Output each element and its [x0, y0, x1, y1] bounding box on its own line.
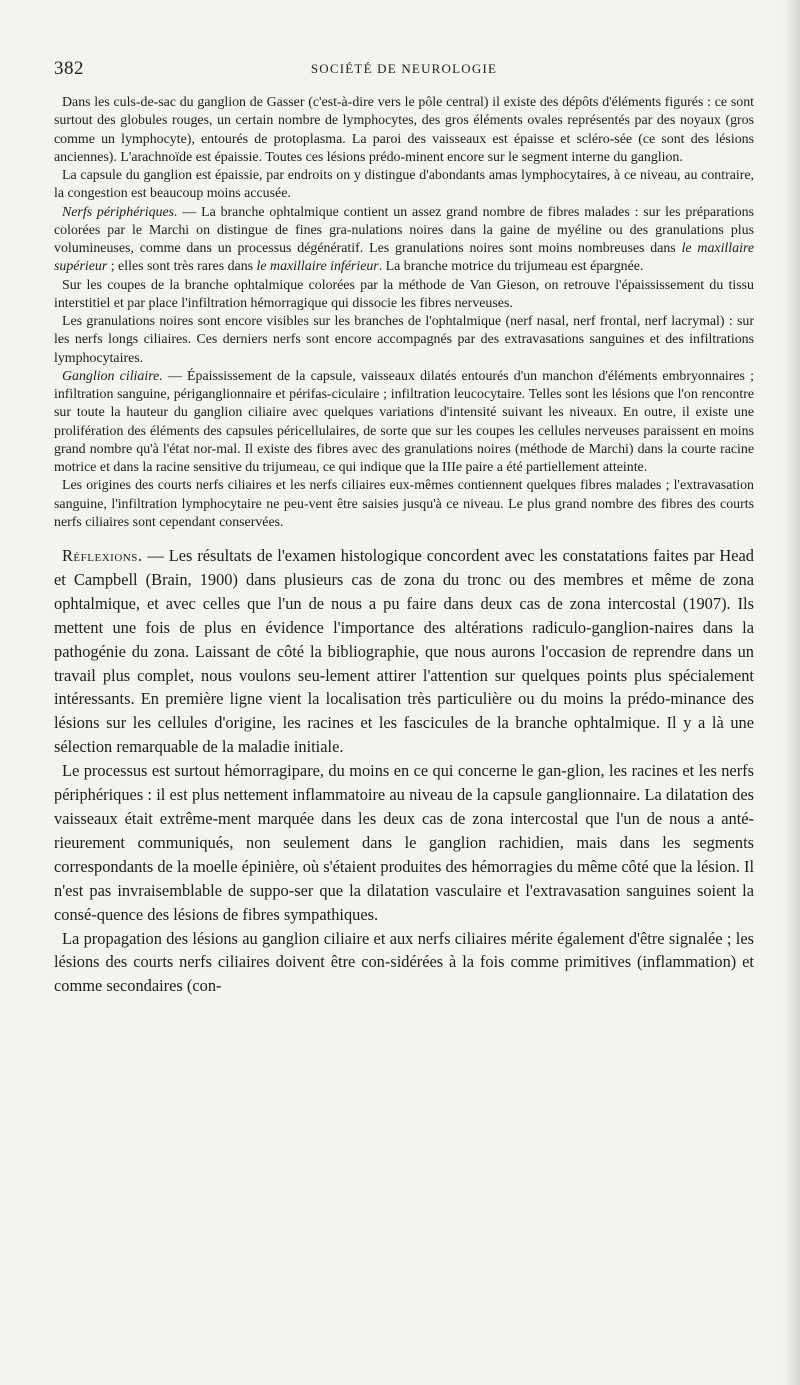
page — [54, 58, 754, 998]
page-edge-shadow — [782, 0, 800, 1385]
paragraph-peripheral-nerves: Nerfs périphériques. — La branche ophtalmique contient un assez grand nombre de fibres malades : sur les préparations colorées par le Marchi on distingue de fines gra-nulations noires dans la gaine de myéline ou des granulations plus volumineuses, comme dans un processus dégénératif. Les granulations noires sont moins nombreuses dans le maxillaire supérieur ; elles sont très rares dans le maxillaire inférieur. La branche motrice du trijumeau est épargnée. — [54, 204, 755, 275]
section-label-reflections: Réflexions. — [62, 546, 143, 565]
paragraph-propagation: La propagation des lésions au ganglion ciliaire et aux nerfs ciliaires mérite également d'être signalée ; les lésions des courts nerfs ciliaires doivent être con-sidérées à la fois comme primitives (inflammation) et comme secondaires (con- — [54, 928, 754, 996]
running-title: SOCIÉTÉ DE NEUROLOGIE — [310, 61, 498, 76]
section-label-ciliary-ganglion: Ganglion ciliaire. — [62, 368, 163, 384]
reflections-text — [54, 544, 754, 998]
paragraph-van-gieson: Sur les coupes de la branche ophtalmique colorées par la méthode de Van Gieson, on retrouve l'épaississement du tissu interstitiel et par place l'infiltration hémorragique qui dissocie les fibres nerveuses. — [54, 277, 754, 311]
page-header — [54, 58, 754, 80]
paragraph-granulations: Les granulations noires sont encore visibles sur les branches de l'ophtalmique (nerf nasal, nerf frontal, nerf lacrymal) : sur les nerfs longs ciliaires. Ces derniers nerfs sont encore accompagnés par des extravasations sanguines et des infiltrations lymphocytaires. — [54, 314, 754, 366]
case-report-text — [54, 94, 754, 532]
paragraph-gasser-ganglion: Dans les culs-de-sac du ganglion de Gasser (c'est-à-dire vers le pôle central) il existe des dépôts d'éléments figurés : ce sont surtout des globules rouges, un certain nombre de lymphocytes, des gros éléments ovales représentés par des noyaux (gros comme un lymphocyte), entourés de protoplasma. La paroi des vaisseaux est épaisse et scléro-sée (ce sont des lésions anciennes). L'arachnoïde est épaissie. Toutes ces lésions prédo-minent encore sur le segment interne du ganglion. — [54, 95, 754, 165]
section-label-peripheral-nerves: Nerfs périphériques. — [62, 204, 178, 220]
paragraph-hemorrhagic-process: Le processus est surtout hémorragipare, du moins en ce qui concerne le gan-glion, les racines et les nerfs périphériques : il est plus nettement inflammatoire au niveau de la capsule ganglionnaire. La dilatation des vaisseaux était extrême-ment marquée dans les deux cas de zona intercostal que l'un de nous a anté-rieurement communiqués, non seulement dans le ganglion rachidien, mais dans les segments correspondants de la moelle épinière, où s'étaient produites des hémorragies du même côté que la lésion. Il n'est pas invraisemblable de suppo-ser que la dilatation vasculaire et l'extravasation sanguines soient la consé-quence des lésions de fibres sympathiques. — [54, 761, 754, 924]
paragraph-reflections: Réflexions. — Les résultats de l'examen histologique concordent avec les constatations faites par Head et Campbell (Brain, 1900) dans plusieurs cas de zona du tronc ou des membres et même de zona ophtalmique, et avec celles que l'un de nous a pu faire dans deux cas de zona intercostal (1907). Ils mettent une fois de plus en évidence l'importance des altérations radiculo-ganglion-naires dans la pathogénie du zona. Laissant de côté la bibliographie, que nous aurons l'occasion de reprendre dans un travail plus complet, nous voulons seu-lement attirer l'attention sur quelques points plus spécialement intéressants. En première ligne vient la localisation très particulière ou du moins la prédo-minance des lésions sur les cellules d'origine, les racines et les fascicules de la branche ophtalmique. Il y a là une sélection remarquable de la maladie initiale. — [54, 546, 754, 757]
paragraph-ganglion-capsule: La capsule du ganglion est épaissie, par endroits on y distingue d'abondants amas lymphocytaires, à ce niveau, au contraire, la congestion est beaucoup moins accusée. — [54, 168, 754, 202]
page-number: 382 — [54, 58, 84, 79]
paragraph-ciliary-nerves: Les origines des courts nerfs ciliaires et les nerfs ciliaires eux-mêmes contiennent quelques fibres malades ; l'extravasation sanguine, l'infiltration lymphocytaire ne peu-vent être saisies jusqu'à ce niveau. Le plus grand nombre des fibres des courts nerfs ciliaires sont cependant conservées. — [54, 478, 754, 530]
paragraph-ciliary-ganglion: Ganglion ciliaire. — Épaississement de la capsule, vaisseaux dilatés entourés d'un manchon d'éléments embryonnaires ; infiltration sanguine, périganglionnaire et périfas-ciculaire ; infiltration leucocytaire. Telles sont les lésions que l'on rencontre sur toute la hauteur du ganglion ciliaire avec quelques variations d'intensité suivant les niveaux. En outre, il existe une prolifération des éléments des capsules péricellulaires, de sorte que sur les coupes les cellules nerveuses paraissent en moins grand nombre qu'à l'état nor-mal. Il existe des fibres avec des granulations noires (méthode de Marchi) dans la courte racine motrice et dans la racine sensitive du trijumeau, ce qui indique que la IIIe paire a été partiellement atteinte. — [54, 368, 755, 475]
